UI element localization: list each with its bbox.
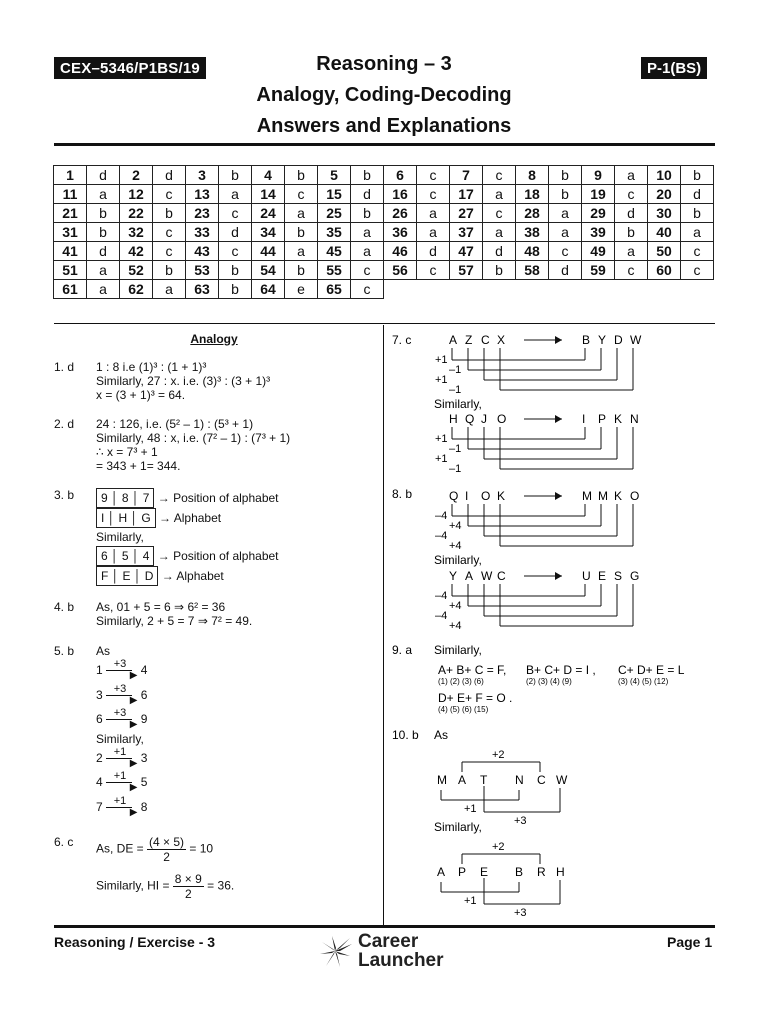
answer-cell: b — [285, 261, 318, 280]
answer-cell: c — [681, 242, 714, 261]
explanation-line: Similarly, — [434, 643, 482, 657]
question-number-cell: 49 — [582, 242, 615, 261]
answer-cell: b — [615, 223, 648, 242]
source-letter: O — [481, 489, 491, 503]
question-number-cell: 28 — [516, 204, 549, 223]
source-letter: C — [481, 333, 490, 347]
shift-label: +4 — [449, 520, 462, 532]
question-number-cell: 17 — [450, 185, 483, 204]
answer-cell: b — [351, 204, 384, 223]
answer-cell: a — [87, 185, 120, 204]
question-number-cell: 63 — [186, 280, 219, 299]
shift-label: +1 — [435, 354, 448, 366]
question-number-cell: 59 — [582, 261, 615, 280]
question-number-cell: 8 — [516, 166, 549, 185]
answer-cell: a — [285, 204, 318, 223]
question-number-cell: 22 — [120, 204, 153, 223]
question-number-cell: 10 — [648, 166, 681, 185]
answer-cell: a — [153, 280, 186, 299]
answer-cell: a — [549, 223, 582, 242]
equation-values: (3) (4) (5) (12) — [618, 677, 669, 686]
position-box: 9 │ 8 │ 7 — [96, 488, 154, 508]
answer-cell: b — [351, 166, 384, 185]
coded-letter: S — [614, 569, 623, 583]
arrow-head — [555, 572, 562, 580]
question-number-cell: 34 — [252, 223, 285, 242]
question-number-cell: 3 — [186, 166, 219, 185]
question-number-cell: 58 — [516, 261, 549, 280]
shift-label: –1 — [449, 364, 462, 376]
logo-icon — [318, 934, 352, 968]
answer-cell: a — [615, 242, 648, 261]
question-number-cell: 14 — [252, 185, 285, 204]
source-letter: X — [497, 333, 506, 347]
question-number: 8. b — [392, 487, 413, 501]
explanation-line: As, 01 + 5 = 6 ⇒ 6² = 36 — [96, 600, 226, 614]
letter: R — [537, 865, 546, 879]
letter: H — [556, 865, 565, 879]
question-number-cell: 56 — [384, 261, 417, 280]
letter: A — [437, 865, 446, 879]
coded-letter: Y — [598, 333, 607, 347]
answer-cell: b — [153, 204, 186, 223]
source-letter: Q — [465, 412, 475, 426]
source-letter: I — [465, 489, 469, 503]
coding-diagrams — [392, 330, 717, 920]
coded-letter: U — [582, 569, 591, 583]
question-number-cell: 19 — [582, 185, 615, 204]
shift-label: +1 — [464, 803, 477, 815]
answer-cell: b — [87, 204, 120, 223]
question-number-cell: 12 — [120, 185, 153, 204]
column-divider — [383, 325, 384, 925]
answer-cell: b — [219, 166, 252, 185]
caption: → Position of alphabet — [157, 549, 279, 563]
answer-cell: b — [549, 166, 582, 185]
answer-cell: d — [681, 185, 714, 204]
question-number-cell: 5 — [318, 166, 351, 185]
answer-cell: b — [285, 166, 318, 185]
question-number-cell: 57 — [450, 261, 483, 280]
question-number: 3. b — [54, 488, 75, 502]
question-number-cell: 15 — [318, 185, 351, 204]
question-number-cell: 40 — [648, 223, 681, 242]
question-number-cell: 52 — [120, 261, 153, 280]
shift-label: +1 — [435, 453, 448, 465]
answer-cell: c — [417, 166, 450, 185]
arrow-head — [555, 415, 562, 423]
question-number-cell: 54 — [252, 261, 285, 280]
question-number: 9. a — [392, 643, 413, 657]
footer-title: Reasoning / Exercise - 3 — [54, 934, 216, 950]
answer-cell: d — [153, 166, 186, 185]
letter: W — [556, 773, 568, 787]
question-number-cell: 32 — [120, 223, 153, 242]
letter: M — [437, 773, 447, 787]
answer-cell: c — [153, 185, 186, 204]
footer-rule — [54, 925, 715, 928]
equation-values: (4) (5) (6) (15) — [438, 705, 489, 714]
alphabet-box: I │ H │ G — [96, 508, 156, 528]
answer-key-table — [53, 165, 714, 299]
shift-label: +1 — [435, 374, 448, 386]
question-number-cell: 48 — [516, 242, 549, 261]
equation: C+ D+ E = L — [618, 663, 685, 677]
answer-row — [54, 261, 714, 280]
page-number: Page 1 — [667, 934, 713, 950]
answer-cell: a — [417, 204, 450, 223]
coded-letter: O — [630, 489, 640, 503]
question-number-cell: 62 — [120, 280, 153, 299]
source-letter: H — [449, 412, 458, 426]
answer-cell: b — [285, 223, 318, 242]
answer-cell: e — [285, 280, 318, 299]
explanation-line: Similarly, — [96, 530, 144, 544]
question-number-cell: 6 — [384, 166, 417, 185]
fraction: $\frac{8 \times 9}{2}$ — [174, 872, 202, 901]
answer-cell: b — [681, 204, 714, 223]
letter: E — [480, 865, 489, 879]
answer-cell: d — [615, 204, 648, 223]
answer-cell: a — [351, 223, 384, 242]
explanation-line: Similarly, — [434, 820, 482, 834]
shift-label: +4 — [449, 600, 462, 612]
question-number-cell: 44 — [252, 242, 285, 261]
arrow-mapping: 1 +3 ▶ 4 — [96, 658, 148, 682]
question-number-cell: 21 — [54, 204, 87, 223]
source-letter: C — [497, 569, 506, 583]
shift-label: +3 — [514, 907, 527, 919]
letter: N — [515, 773, 524, 787]
question-number: 2. d — [54, 417, 75, 431]
shift-label: –4 — [435, 530, 448, 542]
explanation-line: Similarly, — [434, 397, 482, 411]
answer-cell: a — [483, 185, 516, 204]
question-number: 5. b — [54, 644, 75, 658]
arrow-mapping: 3 +3 ▶ 6 — [96, 682, 148, 706]
question-number-cell: 33 — [186, 223, 219, 242]
question-number-cell: 25 — [318, 204, 351, 223]
question-number-cell: 46 — [384, 242, 417, 261]
answer-cell: c — [417, 185, 450, 204]
question-number-cell: 23 — [186, 204, 219, 223]
caption: → Alphabet — [161, 569, 224, 583]
source-letter: Y — [449, 569, 458, 583]
source-letter: Q — [449, 489, 459, 503]
question-number-cell: 51 — [54, 261, 87, 280]
explanation-line: Similarly, — [434, 553, 482, 567]
coded-letter: G — [630, 569, 640, 583]
explanation-line: ∴ x = 7³ + 1 — [96, 445, 158, 459]
answer-cell: a — [549, 204, 582, 223]
answer-cell: c — [483, 204, 516, 223]
answer-cell: c — [681, 261, 714, 280]
coded-letter: M — [582, 489, 592, 503]
answer-cell: a — [87, 261, 120, 280]
coded-letter: I — [582, 412, 586, 426]
answer-cell: b — [549, 185, 582, 204]
shift-label: –1 — [449, 463, 462, 475]
answer-cell: c — [615, 261, 648, 280]
question-number: 6. c — [54, 835, 74, 849]
page-code: P-1(BS) — [641, 57, 707, 79]
question-number-cell: 41 — [54, 242, 87, 261]
source-letter: W — [481, 569, 493, 583]
shift-label: +3 — [514, 815, 527, 827]
answer-cell: d — [417, 242, 450, 261]
header-rule — [54, 143, 715, 146]
letter: C — [537, 773, 546, 787]
question-number-cell: 47 — [450, 242, 483, 261]
answer-cell: d — [87, 166, 120, 185]
question-number-cell: 2 — [120, 166, 153, 185]
answer-cell: a — [681, 223, 714, 242]
shift-label: +4 — [449, 540, 462, 552]
page-heading: Answers and Explanations — [256, 115, 512, 137]
question-number-cell: 65 — [318, 280, 351, 299]
question-number-cell: 64 — [252, 280, 285, 299]
answer-cell: d — [87, 242, 120, 261]
shift-label: –4 — [435, 610, 448, 622]
answer-cell: a — [417, 223, 450, 242]
letter: P — [458, 865, 467, 879]
answer-row — [54, 204, 714, 223]
question-number-cell: 20 — [648, 185, 681, 204]
question-number-cell: 29 — [582, 204, 615, 223]
coded-letter: M — [598, 489, 608, 503]
question-number-cell: 55 — [318, 261, 351, 280]
left-column: Analogy 1. d 1 : 8 i.e (1)³ : (1 + 1)³ Similarly, 27 : x. i.e. (3)³ : (3 + 1)³ x = (3 + 1)³ = 64. 2. d 24 : 126, i.e. (5² – 1) : (5³ + 1) Similarly, 48 : x, i.e. (7² – 1) : (7³ + 1) ∴ x = 7³ + 1 = 343 + 1= 344. 3. b 9 │ 8 │ 7 → Position of alphabet I │ H │ G → Alphabet Similarly, 6 │ 5 │ 4 → Position of alphabet F │ E │ D → Alphabet 4. b As, 01 + 5 = 6 ⇒ 6² = 36 Similarly, 2 + 5 = 7 ⇒ 7² = 49. 5. b As 1 +3 ▶ 4 3 +3 ▶ 6 6 +3 ▶ 9 Similarly, 2 +1 ▶ 3 4 +1 ▶ 5 7 +1 ▶ 8 6. c As, DE = $\frac{(4 \times 5)}{2}$ = 10 Similarly, HI = $\frac{8 \times 9}{2}$ = 36. — [54, 330, 374, 356]
answer-cell: a — [285, 242, 318, 261]
document-code: CEX–5346/P1BS/19 — [54, 57, 206, 79]
explanation-line: As — [434, 728, 449, 742]
arrow-head — [555, 492, 562, 500]
coded-letter: B — [582, 333, 591, 347]
page-title: Reasoning – 3 — [316, 53, 452, 75]
question-number-cell: 60 — [648, 261, 681, 280]
alphabet-box: F │ E │ D — [96, 566, 158, 586]
answer-cell: a — [219, 185, 252, 204]
answer-cell: c — [615, 185, 648, 204]
question-number-cell: 27 — [450, 204, 483, 223]
coded-letter: E — [598, 569, 607, 583]
caption: → Position of alphabet — [157, 491, 279, 505]
answer-cell: a — [351, 242, 384, 261]
question-number-cell: 39 — [582, 223, 615, 242]
coded-letter: K — [614, 412, 623, 426]
letter: T — [480, 773, 488, 787]
question-number-cell: 9 — [582, 166, 615, 185]
answer-row — [54, 185, 714, 204]
answer-cell: c — [549, 242, 582, 261]
shift-label: +1 — [435, 433, 448, 445]
answer-cell: b — [219, 261, 252, 280]
question-number-cell: 53 — [186, 261, 219, 280]
question-number-cell: 61 — [54, 280, 87, 299]
source-letter: J — [481, 412, 487, 426]
answer-cell: c — [351, 261, 384, 280]
answer-cell: d — [219, 223, 252, 242]
explanation-line: As — [96, 644, 111, 658]
question-number-cell: 50 — [648, 242, 681, 261]
explanation-line: = 343 + 1= 344. — [96, 459, 181, 473]
coded-letter: D — [614, 333, 623, 347]
question-number: 4. b — [54, 600, 75, 614]
answer-cell: c — [417, 261, 450, 280]
career-launcher-logo: Career Launcher — [318, 932, 444, 970]
coded-letter: W — [630, 333, 642, 347]
question-number-cell: 42 — [120, 242, 153, 261]
shift-label: –1 — [449, 443, 462, 455]
question-number-cell: 7 — [450, 166, 483, 185]
answer-cell: b — [153, 261, 186, 280]
shift-label: –4 — [435, 590, 448, 602]
answer-cell: b — [87, 223, 120, 242]
equation-values: (1) (2) (3) (6) — [438, 677, 484, 686]
question-number-cell: 35 — [318, 223, 351, 242]
answer-cell: c — [219, 242, 252, 261]
question-number-cell: 18 — [516, 185, 549, 204]
shift-label: –4 — [435, 510, 448, 522]
arrow-mapping: 7 +1 ▶ 8 — [96, 794, 148, 818]
explanation-line: Similarly, — [96, 731, 144, 746]
answer-cell: b — [681, 166, 714, 185]
question-number-cell: 30 — [648, 204, 681, 223]
equation: D+ E+ F = O . — [438, 691, 513, 705]
answer-cell: b — [219, 280, 252, 299]
equation-values: (2) (3) (4) (9) — [526, 677, 572, 686]
answer-row — [54, 242, 714, 261]
explanation-line: Similarly, 27 : x. i.e. (3)³ : (3 + 1)³ — [96, 374, 271, 388]
arrow-head — [555, 336, 562, 344]
answer-cell: c — [153, 242, 186, 261]
shift-label: +4 — [449, 620, 462, 632]
source-letter: K — [497, 489, 506, 503]
question-number-cell: 13 — [186, 185, 219, 204]
question-number-cell: 24 — [252, 204, 285, 223]
equation: B+ C+ D = I , — [526, 663, 596, 677]
shift-label: +2 — [492, 749, 505, 761]
caption: → Alphabet — [159, 511, 222, 525]
explanation-line: Similarly, 2 + 5 = 7 ⇒ 7² = 49. — [96, 614, 253, 628]
answer-cell: c — [219, 204, 252, 223]
letter: B — [515, 865, 524, 879]
explanation-line: Similarly, 48 : x, i.e. (7² – 1) : (7³ + 1) — [96, 431, 291, 445]
question-number: 7. c — [392, 333, 412, 347]
answer-cell: a — [87, 280, 120, 299]
shift-label: –1 — [449, 384, 462, 396]
arrow-mapping: 4 +1 ▶ 5 — [96, 770, 148, 794]
question-number-cell: 16 — [384, 185, 417, 204]
coded-letter: N — [630, 412, 639, 426]
page-subtitle: Analogy, Coding-Decoding — [256, 84, 512, 106]
answer-cell: a — [483, 223, 516, 242]
section-heading: Analogy — [190, 332, 238, 346]
answer-cell: a — [615, 166, 648, 185]
arrow-mapping: 2 +1 ▶ 3 — [96, 745, 148, 769]
letter: A — [458, 773, 467, 787]
question-number: 1. d — [54, 360, 75, 374]
shift-label: +2 — [492, 841, 505, 853]
explanation-line: x = (3 + 1)³ = 64. — [96, 388, 186, 402]
answer-cell: c — [483, 166, 516, 185]
answer-cell: d — [549, 261, 582, 280]
question-number-cell: 26 — [384, 204, 417, 223]
source-letter: A — [449, 333, 458, 347]
question-number-cell: 43 — [186, 242, 219, 261]
arrow-mapping: 6 +3 ▶ 9 — [96, 707, 148, 731]
question-number-cell: 1 — [54, 166, 87, 185]
source-letter: O — [497, 412, 507, 426]
question-number-cell: 4 — [252, 166, 285, 185]
answer-row — [54, 280, 714, 299]
question-number-cell: 38 — [516, 223, 549, 242]
answer-cell: c — [351, 280, 384, 299]
answer-row — [54, 223, 714, 242]
explanation-line: 1 : 8 i.e (1)³ : (1 + 1)³ — [96, 360, 207, 374]
section-rule — [54, 323, 715, 324]
answer-row — [54, 166, 714, 185]
answer-cell: b — [483, 261, 516, 280]
answer-cell: c — [285, 185, 318, 204]
question-number: 10. b — [392, 728, 419, 742]
coded-letter: P — [598, 412, 607, 426]
right-column — [392, 330, 717, 923]
answer-cell: d — [483, 242, 516, 261]
source-letter: A — [465, 569, 474, 583]
equation: A+ B+ C = F, — [438, 663, 507, 677]
answer-cell: d — [351, 185, 384, 204]
coded-letter: K — [614, 489, 623, 503]
answer-cell: c — [153, 223, 186, 242]
question-number-cell: 36 — [384, 223, 417, 242]
explanation-line: 24 : 126, i.e. (5² – 1) : (5³ + 1) — [96, 417, 254, 431]
question-number-cell: 11 — [54, 185, 87, 204]
fraction: $\frac{(4 \times 5)}{2}$ — [149, 835, 185, 864]
question-number-cell: 45 — [318, 242, 351, 261]
question-number-cell: 37 — [450, 223, 483, 242]
source-letter: Z — [465, 333, 473, 347]
shift-label: +1 — [464, 895, 477, 907]
position-box: 6 │ 5 │ 4 — [96, 546, 154, 566]
question-number-cell: 31 — [54, 223, 87, 242]
